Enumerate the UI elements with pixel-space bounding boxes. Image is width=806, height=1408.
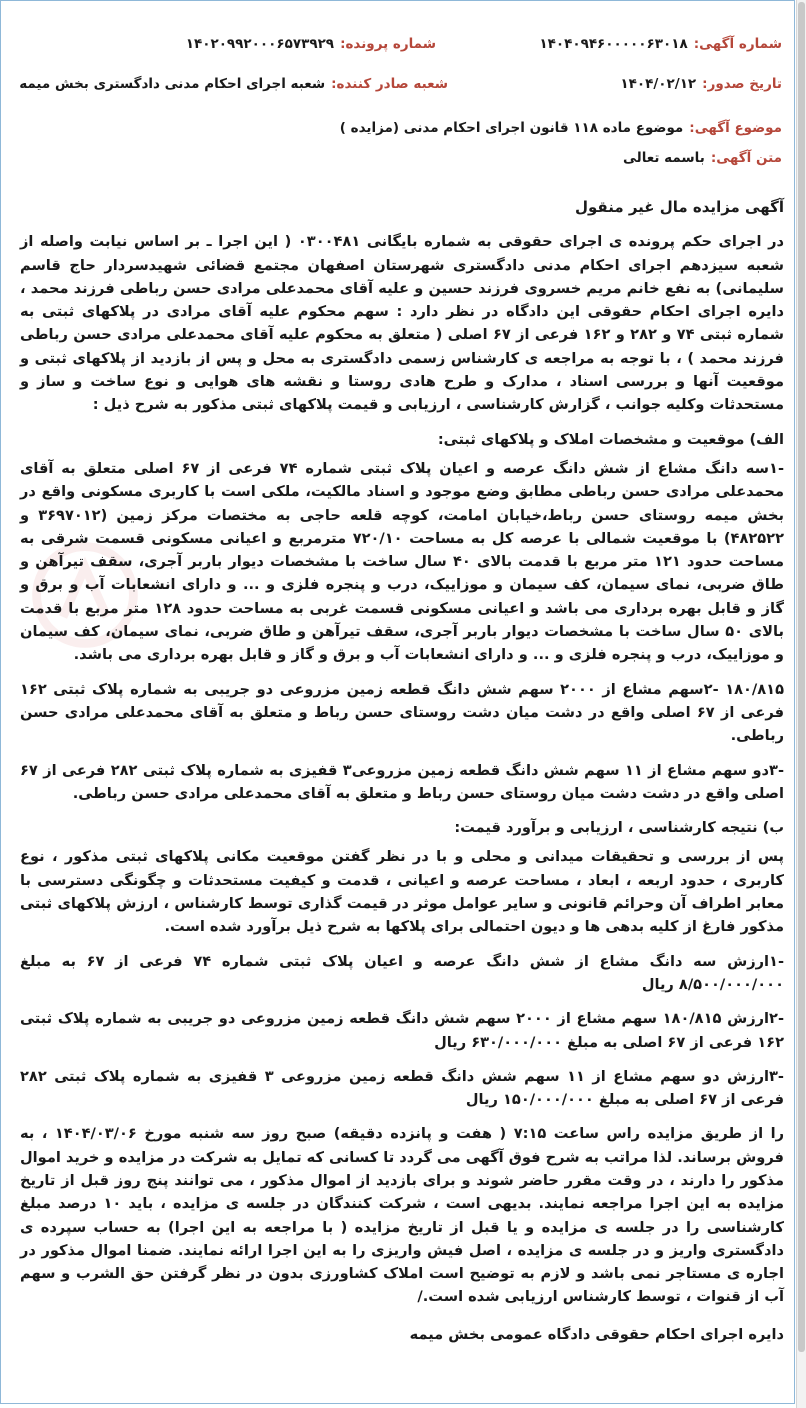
text-intro: باسمه تعالی xyxy=(622,150,705,166)
ad-number xyxy=(539,36,782,52)
price-1: -۱ارزش سه دانگ مشاع از شش دانگ عرصه و اعیان پلاک ثبتی شماره ۷۴ فرعی از ۶۷ به مبلغ ۸/۵۰۰/۰۰۰/۰۰۰ ریال xyxy=(20,952,784,993)
notice-title: آگهی مزایده مال غیر منقول xyxy=(574,198,784,216)
ad-number-label: شماره آگهی: xyxy=(693,36,782,52)
signature: دایره اجرای احکام حقوقی دادگاه عمومی بخش میمه xyxy=(409,1325,784,1343)
issuer-value: شعبه اجرای احکام مدنی دادگستری بخش میمه xyxy=(19,76,326,92)
section-b-text: پس از بررسی و تحقیقات میدانی و محلی و با در نظر گفتن موقعیت مکانی پلاکهای ثبتی مذکور ، نوع کاربری ، حدود اربعه ، ابعاد ، مساحت عرصه و اعیانی ، قدمت و کیفیت مستحدثات و چگونگی دسترسی با معابر اطراف آن وحرائم قانونی و سایر عوامل موثر در قیمت گذاری توسط کارشناس ، ارزش پلاکهای ثبتی مذکور فارغ از کلیه بدهی ها و دیون احتمالی برای پلاکها به شرح ذیل برآورد شده است. xyxy=(20,848,784,936)
subject-label: موضوع آگهی: xyxy=(689,120,782,136)
issuer-label: شعبه صادر کننده: xyxy=(331,76,448,92)
issue-date xyxy=(620,76,782,92)
meta xyxy=(340,120,782,180)
item-a3: -۳دو سهم مشاع از ۱۱ سهم شش دانگ قطعه زمین مزروعی۳ قفیزی به شماره پلاک ثبتی ۲۸۲ فرعی از ۶۷ اصلی واقع در دشت دشت میان روستای حسن رباط و متعلق به آقای محمدعلی مرادی حسن رباطی. xyxy=(20,761,784,802)
section-a-title: الف) موقعیت و مشخصات املاک و پلاکهای ثبتی: xyxy=(437,430,784,448)
price-3: -۳ارزش دو سهم مشاع از ۱۱ سهم شش دانگ قطعه زمین مزروعی ۳ قفیزی به شماره پلاک ثبتی ۲۸۲ فرعی از ۶۷ اصلی به مبلغ ۱۵۰/۰۰۰/۰۰۰ ریال xyxy=(20,1067,784,1109)
item-a1: -۱سه دانگ مشاع از شش دانگ عرصه و اعیان پلاک ثبتی شماره ۷۴ فرعی از ۶۷ اصلی متعلق به آقای محمدعلی مرادی حسن رباطی مطابق وضع موجود و اسناد مالکیت، ملکی است با کاربری مسکونی واقع در بخش میمه روستای حسن رباط،خیابان امامت، کوچه قلعه حاجی به مختصات مرکز زمین (۳۶۹۷۰۱۲ و ۴۸۲۵۲۲) با موقعیت شمالی با عرصه کل به مساحت ۷۲۰/۱۰ مترمربع و اعیانی مسکونی قسمت شرقی به مساحت حدود ۱۲۱ متر مربع با قدمت بالای ۴۰ سال ساخت با مشخصات دیوار باربر آجری، سقف تیرآهن و طاق ضربی، نمای سیمان، کف سیمان و موزاییک، درب و پنجره فلزی و ... و دارای انشعابات آب و برق و گاز و قابل بهره برداری می باشد و اعیانی مسکونی قسمت غربی به مساحت حدود ۱۲۸ متر مربع با قدمت بالای ۵۰ سال ساخت با مشخصات دیوار باربر آجری، سقف تیرآهن و طاق ضربی، نمای سیمان، کف سیمان و موزاییک، درب و پنجره فلزی و ... و دارای انشعابات آب و برق و گاز و قابل بهره برداری می باشد. xyxy=(20,459,785,664)
text-label: متن آگهی: xyxy=(710,150,782,166)
subject-value: موضوع ماده ۱۱۸ قانون اجرای احکام مدنی (مزایده ) xyxy=(339,120,684,136)
price-2: -۲ارزش ۱۸۰/۸۱۵ سهم مشاع از ۲۰۰۰ سهم شش دانگ قطعه زمین مزروعی دو جریبی به شماره پلاک ثبتی ۱۶۲ فرعی از ۶۷ اصلی به مبلغ ۶۳۰/۰۰۰/۰۰۰ ریال xyxy=(20,1010,785,1051)
section-b-title: ب) نتیجه کارشناسی ، ارزیابی و برآورد قیمت: xyxy=(454,819,784,837)
item-a2: ۱۸۰/۸۱۵ -۲سهم مشاع از ۲۰۰۰ سهم شش دانگ قطعه زمین مزروعی دو جریبی به شماره پلاک ثبتی ۱۶۲ فرعی از ۶۷ اصلی واقع در دشت میان دشت روستای حسن رباط و متعلق به آقای محمدعلی مرادی حسن رباطی. xyxy=(20,680,784,745)
issuer xyxy=(19,76,448,92)
case-number-label: شماره پرونده: xyxy=(340,36,436,52)
notice-body xyxy=(20,196,784,1357)
case-number xyxy=(186,36,436,52)
issue-date-label: تاریخ صدور: xyxy=(702,76,782,92)
issue-date-value: ۱۴۰۴/۰۲/۱۲ xyxy=(620,76,697,92)
vertical-scrollbar[interactable] xyxy=(796,0,806,1408)
auction-paragraph: را از طریق مزایده راس ساعت ۷:۱۵ ( هفت و پانزده دقیقه) صبح روز سه شنبه مورخ ۱۴۰۴/۰۳/۰۶ ، به فروش برساند. لذا مراتب به شرح فوق آگهی می گردد تا کسانی که تمایل به شرکت در مزایده و خرید اموال مذکور را دارند ، در وقت مقرر حاضر شوند و برای بازدید از اموال مذکور ، می توانند پنج روز قبل از تاریخ مزایده به این اجرا مراجعه نمایند. بدیهی است ، شرکت کنندگان در جلسه ی مزایده ، باید ۱۰ درصد مبلغ کارشناسی را در جلسه ی مزایده و یا قبل از تاریخ مزایده ( با مراجعه به این اجرا) به حساب سپرده ی دادگستری واریز و در جلسه ی مزایده ، اصل فیش واریزی را به این اجرا ارائه نمایند. ضمنا اموال مذکور در اجاره ی مستاجر نمی باشد و لازم به توضیح است املاک کشاورزی بدون در نظر گرفتن حق الشرب و سهم آب از قنوات ، توسط کارشناس ارزیابی شده است./ xyxy=(20,1125,784,1306)
scrollbar-thumb[interactable] xyxy=(798,2,805,1352)
intro-paragraph: در اجرای حکم پرونده ی اجرای حقوقی به شماره بایگانی ۰۳۰۰۴۸۱ ( این اجرا ـ بر اساس نیابت واصله از شعبه سیزدهم اجرای احکام مدنی دادگستری شهرستان اصفهان مجتمع قضائی شهیدسردار حاج قاسم سلیمانی) به نفع خانم مریم خسروی فرزند حسین و علیه آقای محمدعلی مرادی حسن رباطی فرزند محمد ، دایره اجرای احکام حقوقی این دادگاه در نظر دارد : سهم محکوم علیه آقای مرادی در پلاکهای ثبتی به شماره ثبتی ۷۴ و ۲۸۲ و ۱۶۲ فرعی از ۶۷ اصلی ( متعلق به محکوم علیه آقای محمدعلی مرادی حسن رباطی فرزند محمد ) ، با توجه به مراجعه ی کارشناس زسمی دادگستری به محل و پس از بازدید از پلاکهای ثبتی و موقعیت آنها و بررسی اسناد ، مدارک و طرح هادی روستا و نقشه های هوایی و نوع ساخت و ساز و مستحدثات وکلیه جوانب ، گزارش کارشناسی ، ارزیابی و قیمت پلاکهای ثبتی مذکور به شرح ذیل : xyxy=(20,233,785,414)
subject-row xyxy=(340,120,782,136)
text-intro-row xyxy=(340,150,782,166)
ad-number-value: ۱۴۰۴۰۹۴۶۰۰۰۰۰۶۳۰۱۸ xyxy=(539,36,688,52)
case-number-value: ۱۴۰۲۰۹۹۲۰۰۰۶۵۷۳۹۲۹ xyxy=(185,36,335,52)
